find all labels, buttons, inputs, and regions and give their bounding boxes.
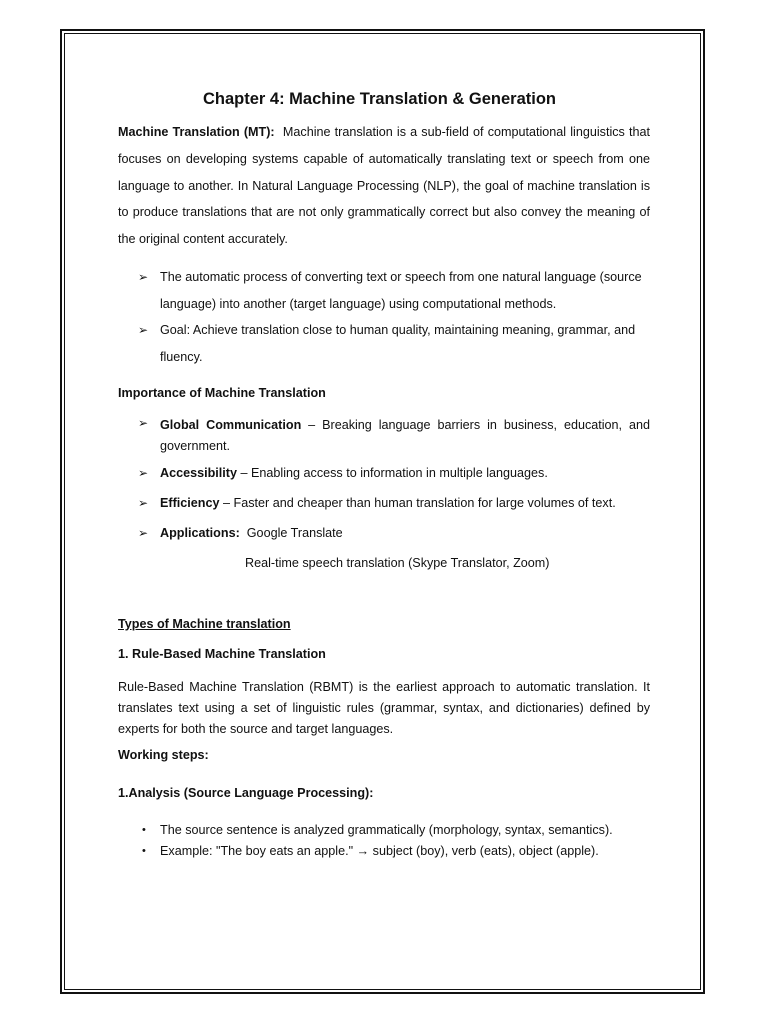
rbmt-heading: 1. Rule-Based Machine Translation <box>118 647 326 661</box>
importance-item-accessibility <box>160 466 548 480</box>
importance-term: Global Communication <box>160 418 302 432</box>
types-heading: Types of Machine translation <box>118 617 291 631</box>
mt-point-1: The automatic process of converting text or speech from one natural language (source language) into another (target language) using computational methods. <box>160 270 642 311</box>
importance-heading: Importance of Machine Translation <box>118 386 326 400</box>
importance-text: – Faster and cheaper than human translation for large volumes of text. <box>219 496 616 510</box>
arrow-bullet-icon: ➢ <box>138 466 149 480</box>
applications-extra: Real-time speech translation (Skype Translator, Zoom) <box>245 556 550 570</box>
importance-text: Google Translate <box>239 526 343 540</box>
arrow-bullet-icon: ➢ <box>138 526 149 540</box>
importance-item-applications <box>160 526 343 540</box>
analysis-heading: 1.Analysis (Source Language Processing): <box>118 786 374 800</box>
intro-paragraph <box>118 119 650 253</box>
intro-text: Machine translation is a sub-field of computational linguistics that focuses on developing systems capable of automatically translating text or speech from one language to another. In Natural Language Processing (NLP), the goal of machine translation is to produce translations that are not only grammatically correct but also convey the meaning of the original content accurately. <box>118 125 650 247</box>
importance-text: – Breaking language barriers in business, education, and government. <box>160 418 650 453</box>
analysis-point-1: The source sentence is analyzed grammatically (morphology, syntax, semantics). <box>160 823 613 837</box>
importance-item-efficiency <box>160 496 616 510</box>
intro-term: Machine Translation (MT): <box>118 125 275 139</box>
importance-term: Accessibility <box>160 466 238 480</box>
bullet-icon: • <box>142 824 146 836</box>
importance-text: – Enabling access to information in multiple languages. <box>237 466 548 480</box>
arrow-bullet-icon: ➢ <box>138 323 149 337</box>
importance-item-global-communication <box>160 415 650 457</box>
arrow-bullet-icon: ➢ <box>138 270 149 284</box>
importance-term: Efficiency <box>160 496 220 510</box>
rbmt-paragraph: Rule-Based Machine Translation (RBMT) is the earliest approach to automatic translation. It translates text using a set of linguistic rules (grammar, syntax, and dictionaries) defined by experts for both the source and target languages. <box>118 680 650 736</box>
arrow-bullet-icon: ➢ <box>138 416 149 430</box>
arrow-bullet-icon: ➢ <box>138 496 149 510</box>
chapter-title: Chapter 4: Machine Translation & Generation <box>203 90 556 108</box>
mt-point-2: Goal: Achieve translation close to human quality, maintaining meaning, grammar, and fluency. <box>160 323 636 364</box>
bullet-icon: • <box>142 845 146 857</box>
working-steps-label: Working steps: <box>118 748 209 762</box>
importance-term: Applications: <box>160 526 240 540</box>
analysis-point-2: Example: "The boy eats an apple." → subject (boy), verb (eats), object (apple). <box>160 844 599 858</box>
